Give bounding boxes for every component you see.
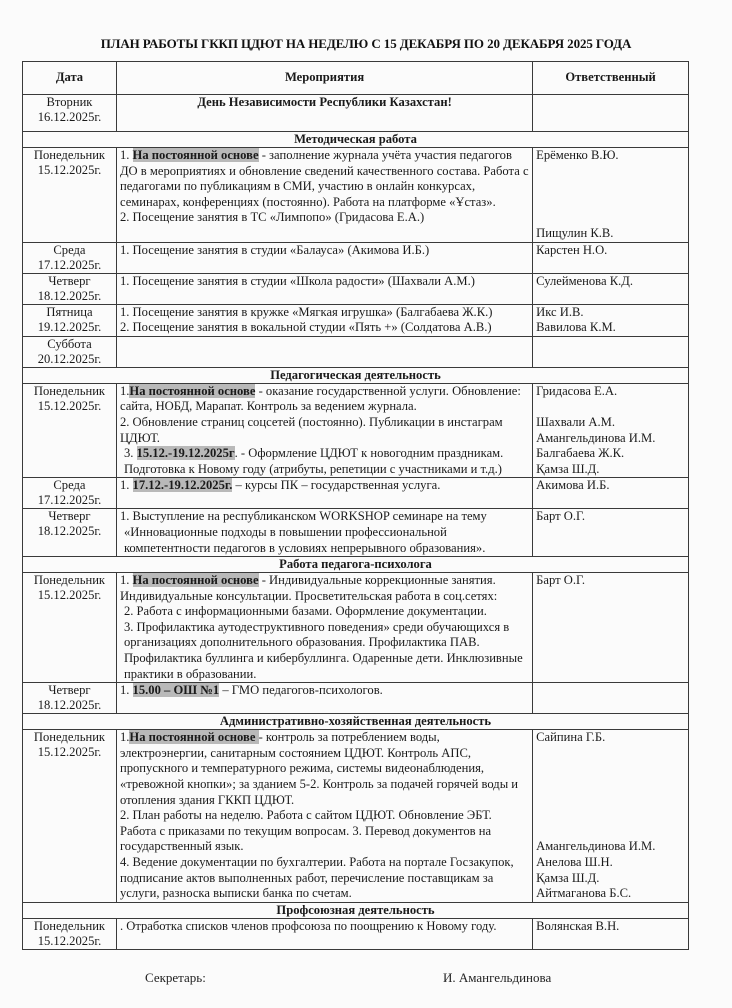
- table-row: [23, 730, 689, 903]
- item-number: 1.: [119, 683, 133, 698]
- section-header-row: [23, 132, 689, 148]
- item-number: 3.: [123, 446, 137, 461]
- date-value: 19.12.2025г.: [37, 319, 102, 334]
- table-row: [23, 918, 689, 949]
- day-name: Пятница: [46, 304, 93, 319]
- date-value: 18.12.2025г.: [37, 288, 102, 303]
- date-cell: [23, 730, 117, 903]
- table-row: [23, 304, 689, 336]
- item-number: 1.: [119, 148, 133, 162]
- date-cell: [23, 148, 117, 243]
- responsible-name: Вавилова К.М.: [536, 320, 616, 335]
- table-row: [23, 148, 689, 243]
- date-cell: [23, 573, 117, 683]
- responsible-name: Сайпина Г.Б.: [536, 730, 606, 745]
- column-header-responsible: Ответственный: [533, 62, 689, 95]
- responsible-cell: [533, 336, 689, 367]
- highlighted-text: На постоянной основе: [132, 148, 259, 162]
- responsible-name: Барт О.Г.: [536, 509, 585, 524]
- date-cell: [23, 242, 117, 273]
- event-text: – ГМО педагогов-психологов.: [219, 683, 383, 698]
- day-name: Понедельник: [33, 573, 106, 588]
- date-value: 16.12.2025г.: [37, 110, 102, 124]
- event-text: 2. Посещение занятия в вокальной студии «Пять +» (Солдатова А.В.): [119, 320, 492, 335]
- event-text: 1. Посещение занятия в кружке «Мягкая игрушка» (Балгабаева Ж.К.): [119, 304, 493, 319]
- responsible-name: Пищулин К.В.: [536, 225, 614, 240]
- responsible-cell: [533, 95, 689, 132]
- event-cell: . Отработка списков членов профсоюза по поощрению к Новому году.: [116, 918, 532, 949]
- date-value: 18.12.2025г.: [37, 698, 102, 713]
- event-cell: [116, 383, 532, 478]
- item-number: 1.: [119, 573, 133, 588]
- item-number: 1.: [119, 730, 130, 745]
- section-header-row: [23, 902, 689, 918]
- event-cell: 1. Посещение занятия в студии «Школа радости» (Шахвали А.М.): [116, 273, 532, 304]
- section-title: Профсоюзная деятельность: [23, 902, 689, 918]
- date-value: 15.12.2025г.: [37, 398, 102, 413]
- event-cell: [116, 573, 532, 683]
- event-cell: [116, 336, 532, 367]
- highlighted-text: На постоянной основе: [132, 573, 259, 588]
- responsible-name: Шахвали А.М.: [536, 414, 615, 429]
- responsible-cell: [533, 730, 689, 903]
- responsible-name: Сулейменова К.Д.: [536, 273, 633, 288]
- day-name: Понедельник: [33, 918, 106, 933]
- responsible-name: Амангельдинова И.М.: [536, 839, 656, 854]
- table-row: [23, 95, 689, 132]
- event-text: 2. Посещение занятия в ТС «Лимпопо» (Гридасова Е.А.): [119, 210, 425, 225]
- day-name: Четверг: [48, 683, 91, 698]
- responsible-name: Барт О.Г.: [536, 573, 585, 588]
- responsible-name: Амангельдинова И.М.: [536, 430, 656, 445]
- event-text: - оказание государственной услуги. Обновление: сайта, НОБД, Марапат. Контроль за ведением журнала.: [119, 383, 521, 414]
- responsible-name: Анелова Ш.Н.: [536, 855, 613, 869]
- date-cell: [23, 683, 117, 714]
- date-value: 15.12.2025г.: [37, 163, 102, 177]
- responsible-cell: [533, 383, 689, 478]
- event-text: – курсы ПК – государственная услуга.: [232, 478, 441, 493]
- date-cell: [23, 273, 117, 304]
- section-title: Педагогическая деятельность: [23, 367, 689, 383]
- column-header-event: Мероприятия: [116, 62, 532, 95]
- date-cell: [23, 95, 117, 132]
- event-text: 4. Ведение документации по бухгалтерии. Работа на портале Госзакупок, подписание актов выполненных работ, перечисление поставщикам за услуги, разноска выписки банка по счетам.: [119, 855, 514, 901]
- responsible-cell: [533, 148, 689, 243]
- section-header-row: [23, 714, 689, 730]
- event-cell: День Независимости Республики Казахстан!: [116, 95, 532, 132]
- responsible-cell: [533, 573, 689, 683]
- table-row: [23, 336, 689, 367]
- event-text: - контроль за потреблением воды, электроэнергии, санитарным состоянием ЦДЮТ. Контроль АПС, пропускного и температурного режима, системы видеонаблюдения, «тревожной кнопки»; за зданием 5-2. Контроль за подачей горячей воды и отопления здания ГККП ЦДЮТ.: [119, 730, 519, 807]
- responsible-cell: [533, 242, 689, 273]
- responsible-name: Балгабаева Ж.К.: [536, 446, 625, 461]
- responsible-name: Акимова И.Б.: [536, 478, 610, 493]
- table-row: [23, 273, 689, 304]
- table-header-row: [23, 62, 689, 95]
- section-title: Работа педагога-психолога: [23, 557, 689, 573]
- responsible-name: Қамза Ш.Д.: [536, 870, 600, 885]
- event-cell: [116, 509, 532, 557]
- date-cell: [23, 336, 117, 367]
- event-cell: [116, 304, 532, 336]
- event-text: 2. Работа с информационными базами. Оформление документации.: [123, 604, 487, 619]
- date-value: 15.12.2025г.: [37, 933, 102, 948]
- table-row: [23, 573, 689, 683]
- day-name: Понедельник: [33, 148, 106, 162]
- responsible-name: Айтмаганова Б.С.: [536, 886, 632, 901]
- highlighted-text: 17.12.-19.12.2025г.: [132, 478, 233, 493]
- event-text: - заполнение журнала учёта участия педагогов ДО в мероприятиях и обновление сведений качественного состава. Работа с педагогами по публикациям в СМИ, участию в онлайн конкурсах, семинарах, конференциях (постоянно). Работа на платформе «Ұстаз».: [119, 148, 529, 209]
- event-cell: [116, 730, 532, 903]
- table-row: [23, 509, 689, 557]
- highlighted-text: 15.00 – ОШ №1: [132, 683, 220, 698]
- work-plan-table: [22, 61, 689, 950]
- date-cell: [23, 383, 117, 478]
- date-cell: [23, 918, 117, 949]
- date-value: 18.12.2025г.: [37, 524, 102, 539]
- item-number: 1.: [119, 478, 133, 493]
- event-cell: 1. Посещение занятия в студии «Балауса» (Акимова И.Б.): [116, 242, 532, 273]
- responsible-name: Қамза Ш.Д.: [536, 461, 600, 476]
- responsible-cell: [533, 509, 689, 557]
- responsible-name: Карстен Н.О.: [536, 242, 608, 257]
- day-name: Понедельник: [33, 383, 106, 398]
- table-row: [23, 478, 689, 509]
- event-cell: [116, 683, 532, 714]
- date-cell: [23, 509, 117, 557]
- highlighted-text: На постоянной основе: [129, 730, 259, 745]
- day-name: Среда: [53, 242, 86, 257]
- secretary-label: Секретарь:: [145, 970, 206, 985]
- responsible-cell: [533, 304, 689, 336]
- column-header-date: Дата: [23, 62, 117, 95]
- date-value: 20.12.2025г.: [37, 351, 102, 366]
- item-number: 1.: [119, 383, 130, 398]
- event-text: 2. План работы на неделю. Работа с сайтом ЦДЮТ. Обновление ЭБТ. Работа с приказами по текущим вопросам. 3. Перевод документов на государственный язык.: [119, 808, 492, 854]
- event-text: . - Оформление ЦДЮТ к новогодним праздникам. Подготовка к Новому году (атрибуты, репетиции с участниками и т.д.): [123, 446, 504, 476]
- responsible-cell: [533, 683, 689, 714]
- event-text: «Инновационные подходы в повышении профессиональной компетентности педагогов в условиях непрерывного образования».: [123, 524, 486, 555]
- event-text: 1. Выступление на республиканском WORKSHOP семинаре на тему: [119, 509, 487, 524]
- responsible-name: Гридасова Е.А.: [536, 383, 618, 398]
- responsible-name: Волянская В.Н.: [536, 918, 620, 933]
- section-title: Административно-хозяйственная деятельность: [23, 714, 689, 730]
- date-value: 15.12.2025г.: [37, 745, 102, 760]
- date-value: 17.12.2025г.: [37, 257, 102, 272]
- event-text: - Индивидуальные коррекционные занятия. Индивидуальные консультации. Просветительская работа в соц.сетях:: [119, 573, 498, 603]
- day-name: Суббота: [47, 336, 92, 351]
- highlighted-text: 15.12.-19.12.2025г: [136, 446, 235, 461]
- responsible-name: Икс И.В.: [536, 304, 584, 319]
- day-name: Четверг: [48, 273, 91, 288]
- date-value: 17.12.2025г.: [37, 493, 102, 508]
- section-title: Методическая работа: [23, 132, 689, 148]
- day-name: Вторник: [46, 95, 93, 109]
- page-title: ПЛАН РАБОТЫ ГККП ЦДЮТ НА НЕДЕЛЮ С 15 ДЕКАБРЯ ПО 20 ДЕКАБРЯ 2025 ГОДА: [100, 36, 632, 51]
- responsible-name: Ерёменко В.Ю.: [536, 148, 619, 162]
- event-text: 3. Профилактика аутодеструктивного поведения» среди обучающихся в организациях дополнительного образования. Профилактика ПАВ. Профилактика буллинга и кибербуллинга. Одаренные дети. Инклюзивные практики в образовании.: [123, 619, 523, 681]
- date-value: 15.12.2025г.: [37, 588, 102, 603]
- day-name: Четверг: [48, 509, 91, 524]
- table-row: [23, 683, 689, 714]
- responsible-cell: [533, 478, 689, 509]
- responsible-cell: [533, 273, 689, 304]
- day-name: Понедельник: [33, 730, 106, 745]
- section-header-row: [23, 557, 689, 573]
- date-cell: [23, 304, 117, 336]
- event-text: 2. Обновление страниц соцсетей (постоянно). Публикации в инстаграм ЦДЮТ.: [119, 414, 503, 445]
- table-row: [23, 383, 689, 478]
- table-row: [23, 242, 689, 273]
- event-cell: [116, 478, 532, 509]
- day-name: Среда: [53, 478, 86, 493]
- event-cell: [116, 148, 532, 243]
- section-header-row: [23, 367, 689, 383]
- responsible-cell: [533, 918, 689, 949]
- highlighted-text: На постоянной основе: [129, 383, 256, 398]
- date-cell: [23, 478, 117, 509]
- secretary-name: И. Амангельдинова: [443, 970, 552, 985]
